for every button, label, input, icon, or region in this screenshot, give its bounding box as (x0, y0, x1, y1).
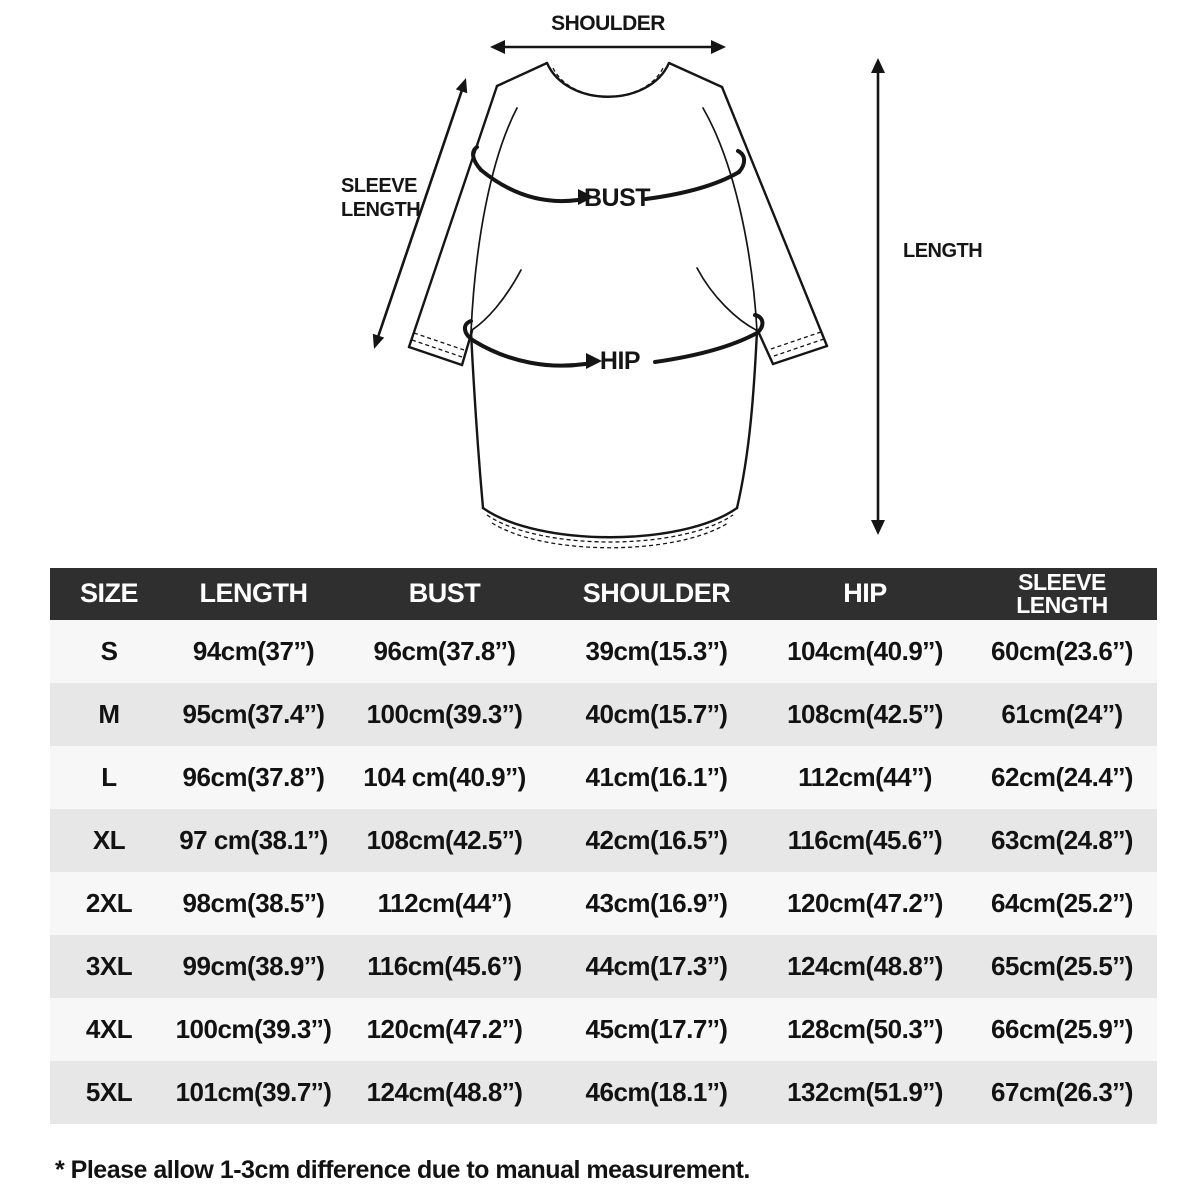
table-row-m (50, 683, 1157, 746)
table-cell: 39cm(15.3’’) (585, 636, 728, 666)
size-chart (50, 568, 1157, 1124)
table-cell: 44cm(17.3’’) (585, 951, 728, 981)
header-bust: BUST (339, 568, 550, 620)
table-cell: 45cm(17.7’’) (585, 1014, 728, 1044)
header-size: SIZE (50, 568, 168, 620)
table-cell: 62cm(24.4’’) (991, 762, 1133, 792)
size-cell: 5XL (85, 1077, 133, 1107)
table-cell: 112cm(44’’) (377, 888, 512, 918)
size-cell: 4XL (85, 1014, 133, 1044)
table-cell: 112cm(44’’) (798, 762, 932, 792)
table-cell: 128cm(50.3’’) (787, 1014, 943, 1044)
table-cell: 67cm(26.3’’) (991, 1077, 1133, 1107)
table-cell: 104 cm(40.9’’) (363, 762, 526, 792)
table-row-3xl (50, 935, 1157, 998)
size-chart-table (50, 568, 1157, 1124)
table-cell: 64cm(25.2’’) (991, 888, 1133, 918)
table-row-s (50, 620, 1157, 683)
table-cell: 60cm(23.6’’) (991, 636, 1133, 666)
table-cell: 40cm(15.7’’) (585, 699, 728, 729)
table-cell: 101cm(39.7’’) (175, 1077, 332, 1107)
sleeve-length-label-line1: SLEEVE (341, 175, 417, 197)
shoulder-label: SHOULDER (551, 12, 665, 35)
size-cell: XL (92, 825, 126, 855)
table-row-4xl (50, 998, 1157, 1061)
table-cell: 100cm(39.3’’) (175, 1014, 332, 1044)
sleeve-length-label-line2: LENGTH (341, 199, 421, 221)
header-shoulder: SHOULDER (550, 568, 763, 620)
table-cell: 104cm(40.9’’) (787, 636, 943, 666)
table-cell: 41cm(16.1’’) (585, 762, 728, 792)
size-cell: L (101, 762, 117, 792)
shoulder-arrow (490, 40, 726, 54)
table-cell: 108cm(42.5’’) (366, 825, 523, 855)
table-cell: 61cm(24’’) (1001, 699, 1123, 729)
header-sleeve-length: SLEEVE LENGTH (967, 568, 1157, 620)
table-cell: 120cm(47.2’’) (787, 888, 943, 918)
table-cell: 63cm(24.8’’) (991, 825, 1133, 855)
table-cell: 116cm(45.6’’) (367, 951, 522, 981)
table-cell: 66cm(25.9’’) (991, 1014, 1133, 1044)
table-header-row (50, 568, 1157, 620)
table-row-5xl (50, 1061, 1157, 1124)
size-cell: S (100, 636, 118, 666)
garment-measurement-diagram (0, 0, 1200, 565)
header-length: LENGTH (168, 568, 339, 620)
table-cell: 120cm(47.2’’) (366, 1014, 523, 1044)
table-cell: 96cm(37.8’’) (373, 636, 516, 666)
table-cell: 46cm(18.1’’) (585, 1077, 728, 1107)
table-row-l (50, 746, 1157, 809)
table-cell: 65cm(25.5’’) (991, 951, 1133, 981)
table-cell: 43cm(16.9’’) (585, 888, 728, 918)
measurement-disclaimer: * Please allow 1-3cm difference due to manual measurement. (55, 1156, 750, 1184)
size-cell: M (98, 699, 120, 729)
table-cell: 124cm(48.8’’) (366, 1077, 523, 1107)
hip-label: HIP (599, 347, 641, 375)
table-cell: 108cm(42.5’’) (787, 699, 943, 729)
table-cell: 132cm(51.9’’) (787, 1077, 943, 1107)
table-cell: 98cm(38.5’’) (182, 888, 325, 918)
bust-label: BUST (583, 184, 651, 212)
table-cell: 96cm(37.8’’) (182, 762, 325, 792)
length-label: LENGTH (903, 240, 983, 262)
table-cell: 99cm(38.9’’) (182, 951, 325, 981)
header-hip: HIP (763, 568, 967, 620)
garment-outline-drawing (409, 63, 827, 548)
table-cell: 97 cm(38.1’’) (179, 825, 328, 855)
size-cell: 3XL (85, 951, 133, 981)
table-cell: 116cm(45.6’’) (787, 825, 943, 855)
table-cell: 95cm(37.4’’) (182, 699, 325, 729)
table-cell: 42cm(16.5’’) (585, 825, 728, 855)
table-cell: 100cm(39.3’’) (366, 699, 523, 729)
table-cell: 124cm(48.8’’) (787, 951, 943, 981)
table-row-xl (50, 809, 1157, 872)
length-arrow (871, 58, 885, 535)
size-cell: 2XL (85, 888, 133, 918)
table-cell: 94cm(37’’) (192, 636, 315, 666)
table-row-2xl (50, 872, 1157, 935)
